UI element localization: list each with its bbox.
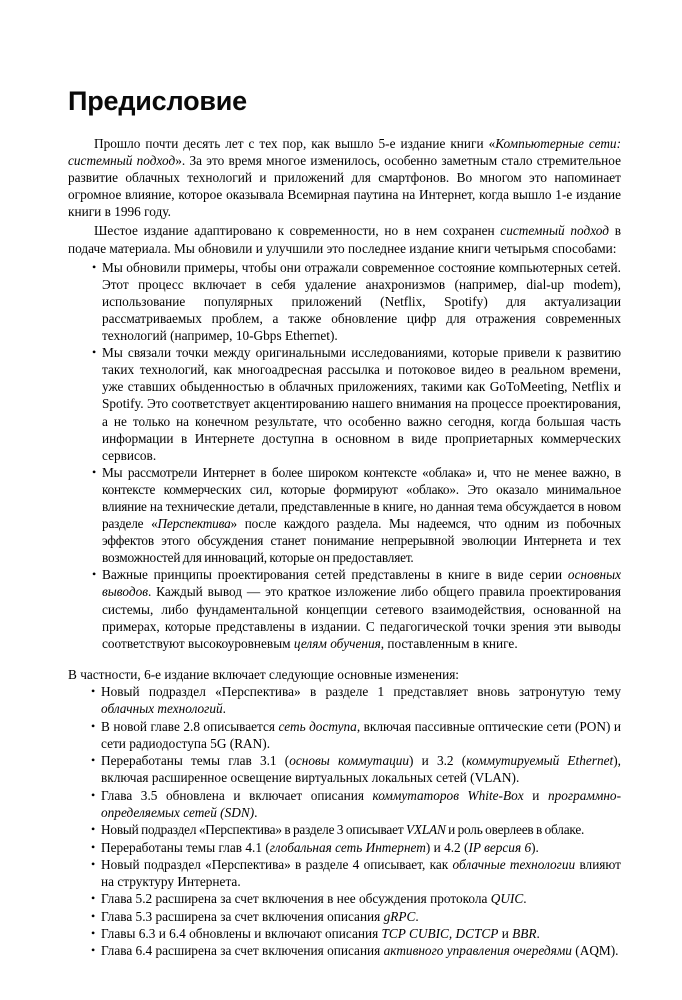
- text-run: » после каждого раздела. Мы надеемся, что одним из побочных эффектов этого обсуждения станет понимание непрерывной эволюции Интернета и тех возможностей для инноваций, которые он предоставляет.: [102, 516, 621, 566]
- text-run: Шестое издание адаптировано к современности, но в нем сохранен: [94, 223, 501, 239]
- text-run: .: [415, 908, 419, 924]
- text-run: Мы обновили примеры, чтобы они отражали современное состояние компьютерных сетей. Этот процесс включает в себя удаление анахронизмов (например, dial-up modem), использование популярных приложений (Netflix, Spotify) для актуализации рассматриваемых проблем, а также обновление цифр для отражения современных технологий (например, 10-Gbps Ethernet).: [102, 259, 621, 344]
- text-run: , поставленным в книге.: [380, 635, 518, 651]
- list-item: [68, 925, 621, 942]
- text-run: Переработаны темы глав 3.1 (: [101, 753, 290, 769]
- text-run: .: [222, 701, 226, 717]
- emphasis-text: основы коммутации: [289, 753, 410, 769]
- text-run: Мы рассмотрели Интернет в более широком контексте «облака» и, что не менее важно, в контексте коммерческих сил, которые формируют «облако». Это оказало минимальное влияние на технические детали, представленные в книге, но данная тема обсуждается в новом разделе «: [102, 464, 621, 532]
- list-item: [68, 856, 621, 891]
- text-run: Глава 6.4 расширена за счет включения описания: [101, 943, 384, 959]
- emphasis-text: IP версия 6: [468, 839, 532, 855]
- list-item: [68, 259, 621, 344]
- emphasis-text: облачные технологии: [452, 856, 576, 872]
- text-run: . Каждый вывод — это краткое изложение либо общего правила проектирования системы, либо фундаментальной концепции сетевого взаимодействия, основанной на примерах, которые представлены в издании. С педагогической точки зрения эти выводы соответствуют высокоуровневым: [102, 584, 621, 651]
- list-item: [68, 566, 621, 651]
- text-run: , включая пассивные оптические сети (PON) и сети радиодоступа 5G (RAN).: [101, 718, 622, 751]
- text-run: Глава 3.5 обновлена и включает описания: [101, 787, 373, 803]
- emphasis-text: сеть доступа: [278, 718, 357, 734]
- emphasis-text: активного управления очередями: [383, 943, 572, 959]
- page-title: Предисловие: [68, 86, 247, 116]
- text-run: .: [536, 926, 540, 942]
- text-run: ) и 3.2 (: [409, 753, 467, 769]
- list-item: [68, 718, 621, 753]
- emphasis-text: Перспектива: [157, 516, 231, 532]
- emphasis-text: VXLAN: [405, 822, 446, 838]
- text-run: ». За это время многое изменилось, особенно заметным стало стремительное развитие облачных технологий и приложений для смартфонов. Во многом это напоминает огромное влияние, которое оказывала Всемирная паутина на Интернет, когда вышло 1-е издание книги в 1996 году.: [68, 153, 621, 220]
- text-run: Мы связали точки между оригинальными исследованиями, которые привели к развитию таких технологий, как многоадресная рассылка и потоковое видео в реальном времени, уже ставших обыденностью в облачных приложениях, такими как GoToMeeting, Netflix и Spotify. Это соответствует акцентированию нашего внимания на процессе проектирования, а не только на конечном результате, что особенно важно сегодня, когда большая часть информации в Интернете доступна в основном в виде проприетарных коммерческих сервисов.: [102, 345, 621, 463]
- emphasis-text: облачных технологий: [101, 701, 223, 717]
- text-run: Переработаны темы глав 4.1 (: [101, 839, 270, 855]
- emphasis-text: целям обучения: [293, 635, 381, 651]
- emphasis-text: Компьютерные сети: системный подход: [68, 136, 621, 169]
- emphasis-text: коммутируемый Ethernet: [466, 753, 614, 769]
- text-run: (AQM).: [571, 943, 619, 959]
- text-run: Главы 6.3 и 6.4 обновлены и включают описания: [101, 926, 382, 942]
- emphasis-text: основных выводов: [102, 567, 621, 600]
- text-run: и роль оверлеев в облаке.: [445, 822, 585, 838]
- emphasis-text: TCP CUBIC, DCTCP: [381, 926, 499, 942]
- text-run: в подаче материала. Мы обновили и улучшили это последнее издание книги четырьмя способами:: [68, 223, 621, 256]
- list-item: [68, 890, 621, 907]
- text-run: ), включая расширенное освещение виртуальных локальных сетей (VLAN).: [101, 753, 621, 786]
- list-item: [68, 839, 621, 856]
- text-run: В частности, 6-е издание включает следующие основные изменения:: [68, 666, 459, 682]
- emphasis-text: глобальная сеть Интернет: [269, 839, 426, 855]
- text-run: Прошло почти десять лет с тех пор, как вышло 5-е издание книги «: [94, 136, 496, 151]
- text-run: ) и 4.2 (: [425, 839, 469, 855]
- detailed-changes-list: [68, 683, 621, 960]
- paragraph-spacer: [68, 652, 621, 666]
- text-run: В новой главе 2.8 описывается: [101, 718, 279, 734]
- text-run: Новый подраздел «Перспектива» в разделе 4 описывает, как: [101, 856, 453, 872]
- emphasis-text: системный подход: [500, 223, 609, 239]
- text-run: Глава 5.2 расширена за счет включения в нее обсуждения протокола: [101, 891, 491, 907]
- text-run: и: [523, 787, 548, 803]
- text-run: ).: [531, 839, 539, 855]
- intro-paragraph-1: [68, 135, 621, 220]
- emphasis-text: программно-определяемых сетей (SDN): [101, 787, 622, 820]
- emphasis-text: коммутаторов White-Box: [372, 787, 524, 803]
- text-run: Глава 5.3 расширена за счет включения описания: [101, 908, 384, 924]
- text-run: влияют на структуру Интернета.: [101, 856, 621, 890]
- list-item: [68, 942, 621, 959]
- list-item: [68, 821, 621, 838]
- list-item: [68, 344, 621, 464]
- text-run: Новый подраздел «Перспектива» в разделе 3 описывает: [101, 822, 406, 838]
- list-item: [68, 908, 621, 925]
- list-item: [68, 787, 621, 822]
- text-run: .: [254, 804, 258, 820]
- text-run: .: [523, 891, 527, 907]
- text-run: Важные принципы проектирования сетей представлены в книге в виде серии: [102, 567, 568, 583]
- list-item: [68, 752, 621, 787]
- list-item: [68, 683, 621, 718]
- text-run: и: [498, 926, 513, 942]
- transition-paragraph: [68, 666, 621, 683]
- page-content: [68, 86, 621, 960]
- emphasis-text: BBR: [512, 926, 537, 942]
- emphasis-text: gRPC: [383, 908, 416, 924]
- list-item: [68, 464, 621, 567]
- changes-summary-list: [68, 259, 621, 652]
- intro-paragraph-2: [68, 222, 621, 256]
- text-run: Новый подраздел «Перспектива» в разделе 1 представляет вновь затронутую тему: [101, 683, 621, 699]
- emphasis-text: QUIC: [490, 891, 524, 907]
